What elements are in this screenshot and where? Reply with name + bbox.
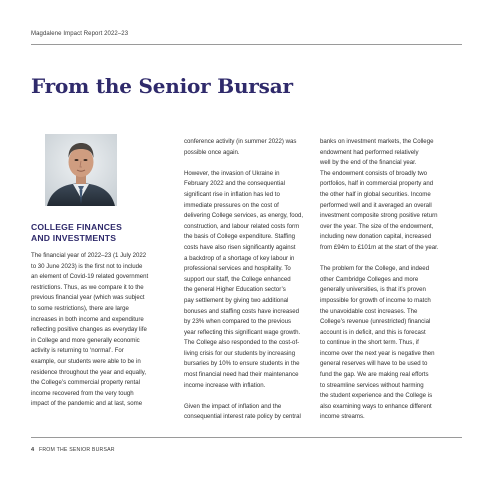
text-line: the student experience and the College is [320, 392, 433, 400]
text-line: residence throughout the year and equally, [31, 368, 147, 376]
text-line: including new donation capital, increased [320, 233, 432, 241]
page-title: From the Senior Bursar [31, 74, 293, 98]
text-line: income streams. [320, 413, 365, 421]
running-head: Magdalene Impact Report 2022–23 [31, 31, 129, 37]
text-line: to some restrictions), there are large [31, 304, 129, 312]
text-line: most financial need had their maintenance [184, 371, 299, 379]
text-line: income increase with inflation. [184, 381, 266, 389]
text-line: delivering College services, as energy, food, [184, 212, 304, 220]
text-line: the general Higher Education sector’s [184, 286, 286, 294]
text-line: to continue in the short term. Thus, if [320, 339, 419, 347]
paragraph-gap [320, 254, 439, 265]
text-line: account is in deficit, and this is forecast [320, 328, 426, 336]
text-line: conference activity (in summer 2022) was [184, 138, 297, 145]
text-line: portfolios, half in commercial property and [320, 180, 434, 188]
section-subheading [31, 222, 151, 244]
text-line: impact of the pandemic and at last, some [31, 400, 143, 408]
text-line: investment composite strong positive return [320, 212, 438, 220]
paragraph-gap [184, 391, 303, 402]
text-line: restrictions. Thus, as we compare it to the [31, 283, 144, 291]
text-line: consequential interest rate policy by central [184, 413, 301, 421]
body-column-2 [184, 137, 303, 423]
text-line: February 2022 and the consequential [184, 180, 285, 188]
text-line: income over the next year is negative then [320, 349, 435, 357]
text-line: fund the gap. We are making real efforts [320, 371, 429, 379]
text-line: support our staff, the College enhanced [184, 275, 291, 283]
text-line: impossible for growth of income to match [320, 296, 431, 304]
text-line: the unavoidable cost increases. The [320, 307, 418, 315]
text-line: the basis of College expenditure. Staffing [184, 233, 296, 241]
text-line: performed well and it averaged an overall [320, 201, 432, 209]
text-line: The problem for the College, and indeed [320, 265, 430, 273]
header-rule [31, 44, 462, 45]
text-line: in College and more generally economic [31, 336, 140, 344]
text-line: College’s revenue (unrestricted) financial [320, 318, 431, 326]
text-line: by 23% when compared to the previous [184, 318, 292, 326]
text-line: bonuses and staffing costs have increased [184, 307, 300, 315]
text-line: to 30 June 2023) is the first not to include [31, 262, 143, 270]
text-line: over the year. The size of the endowment, [320, 222, 434, 230]
text-line: the College’s commercial property rental [31, 379, 140, 387]
text-line: construction, and labour related costs form [184, 222, 300, 230]
text-line: The endowment consists of broadly two [320, 169, 428, 177]
text-line: banks on investment markets, the College [320, 138, 434, 145]
text-line: costs have also risen significantly against [184, 243, 296, 251]
text-line: an element of Covid-19 related government [31, 273, 149, 281]
text-line: The financial year of 2022–23 (1 July 2022 [31, 252, 147, 259]
footer-section-label: FROM THE SENIOR BURSAR [38, 447, 115, 453]
body-column-1 [31, 251, 148, 410]
portrait-photo [45, 134, 117, 206]
page-number: 4 [31, 447, 35, 453]
text-line: pay settlement by giving two additional [184, 296, 289, 304]
text-line: reflecting positive changes as everyday life [31, 326, 147, 334]
text-line: However, the invasion of Ukraine in [184, 169, 280, 177]
text-line: also examining ways to enhance different [320, 402, 432, 410]
text-line: increases in both income and expenditure [31, 315, 144, 323]
text-line: from £94m to £101m at the start of the year. [320, 243, 439, 251]
text-line: professional services and hospitality. To [184, 265, 291, 273]
paragraph-gap [184, 158, 303, 169]
text-line: the other half in global securities. Income [320, 190, 431, 198]
text-line: general reserves will have to be used to [320, 360, 428, 368]
text-line: a backdrop of a shortage of key labour in [184, 254, 295, 262]
text-line: significant rise in inflation has led to [184, 190, 280, 198]
text-line: living crisis for our students by increasing [184, 349, 296, 357]
subheading-line: COLLEGE FINANCES [31, 222, 123, 232]
footer-rule [31, 437, 462, 438]
text-line: endowment had performed relatively [320, 148, 419, 156]
text-line: generally universities, is that it’s proven [320, 286, 426, 294]
text-line: The College also responded to the cost-of- [184, 339, 300, 347]
text-line: possible once again. [184, 148, 240, 156]
subheading-line: AND INVESTMENTS [31, 233, 117, 243]
text-line: example, our students were able to be in [31, 357, 141, 365]
text-line: previous financial year (which was subject [31, 294, 145, 302]
text-line: year reflecting this significant wage growth. [184, 328, 301, 336]
text-line: immediate pressures on the cost of [184, 201, 279, 209]
text-line: Given the impact of inflation and the [184, 402, 282, 410]
text-line: income recovered from the very tough [31, 389, 134, 397]
text-line: well by the end of the financial year. [320, 159, 417, 167]
text-line: other Cambridge Colleges and more [320, 275, 419, 283]
text-line: bursaries by 10% to ensure students in the [184, 360, 300, 368]
text-line: activity is returning to ‘normal’. For [31, 347, 124, 355]
text-line: to streamline services without harming [320, 381, 424, 389]
body-column-3 [320, 137, 439, 423]
page-footer [31, 447, 115, 453]
